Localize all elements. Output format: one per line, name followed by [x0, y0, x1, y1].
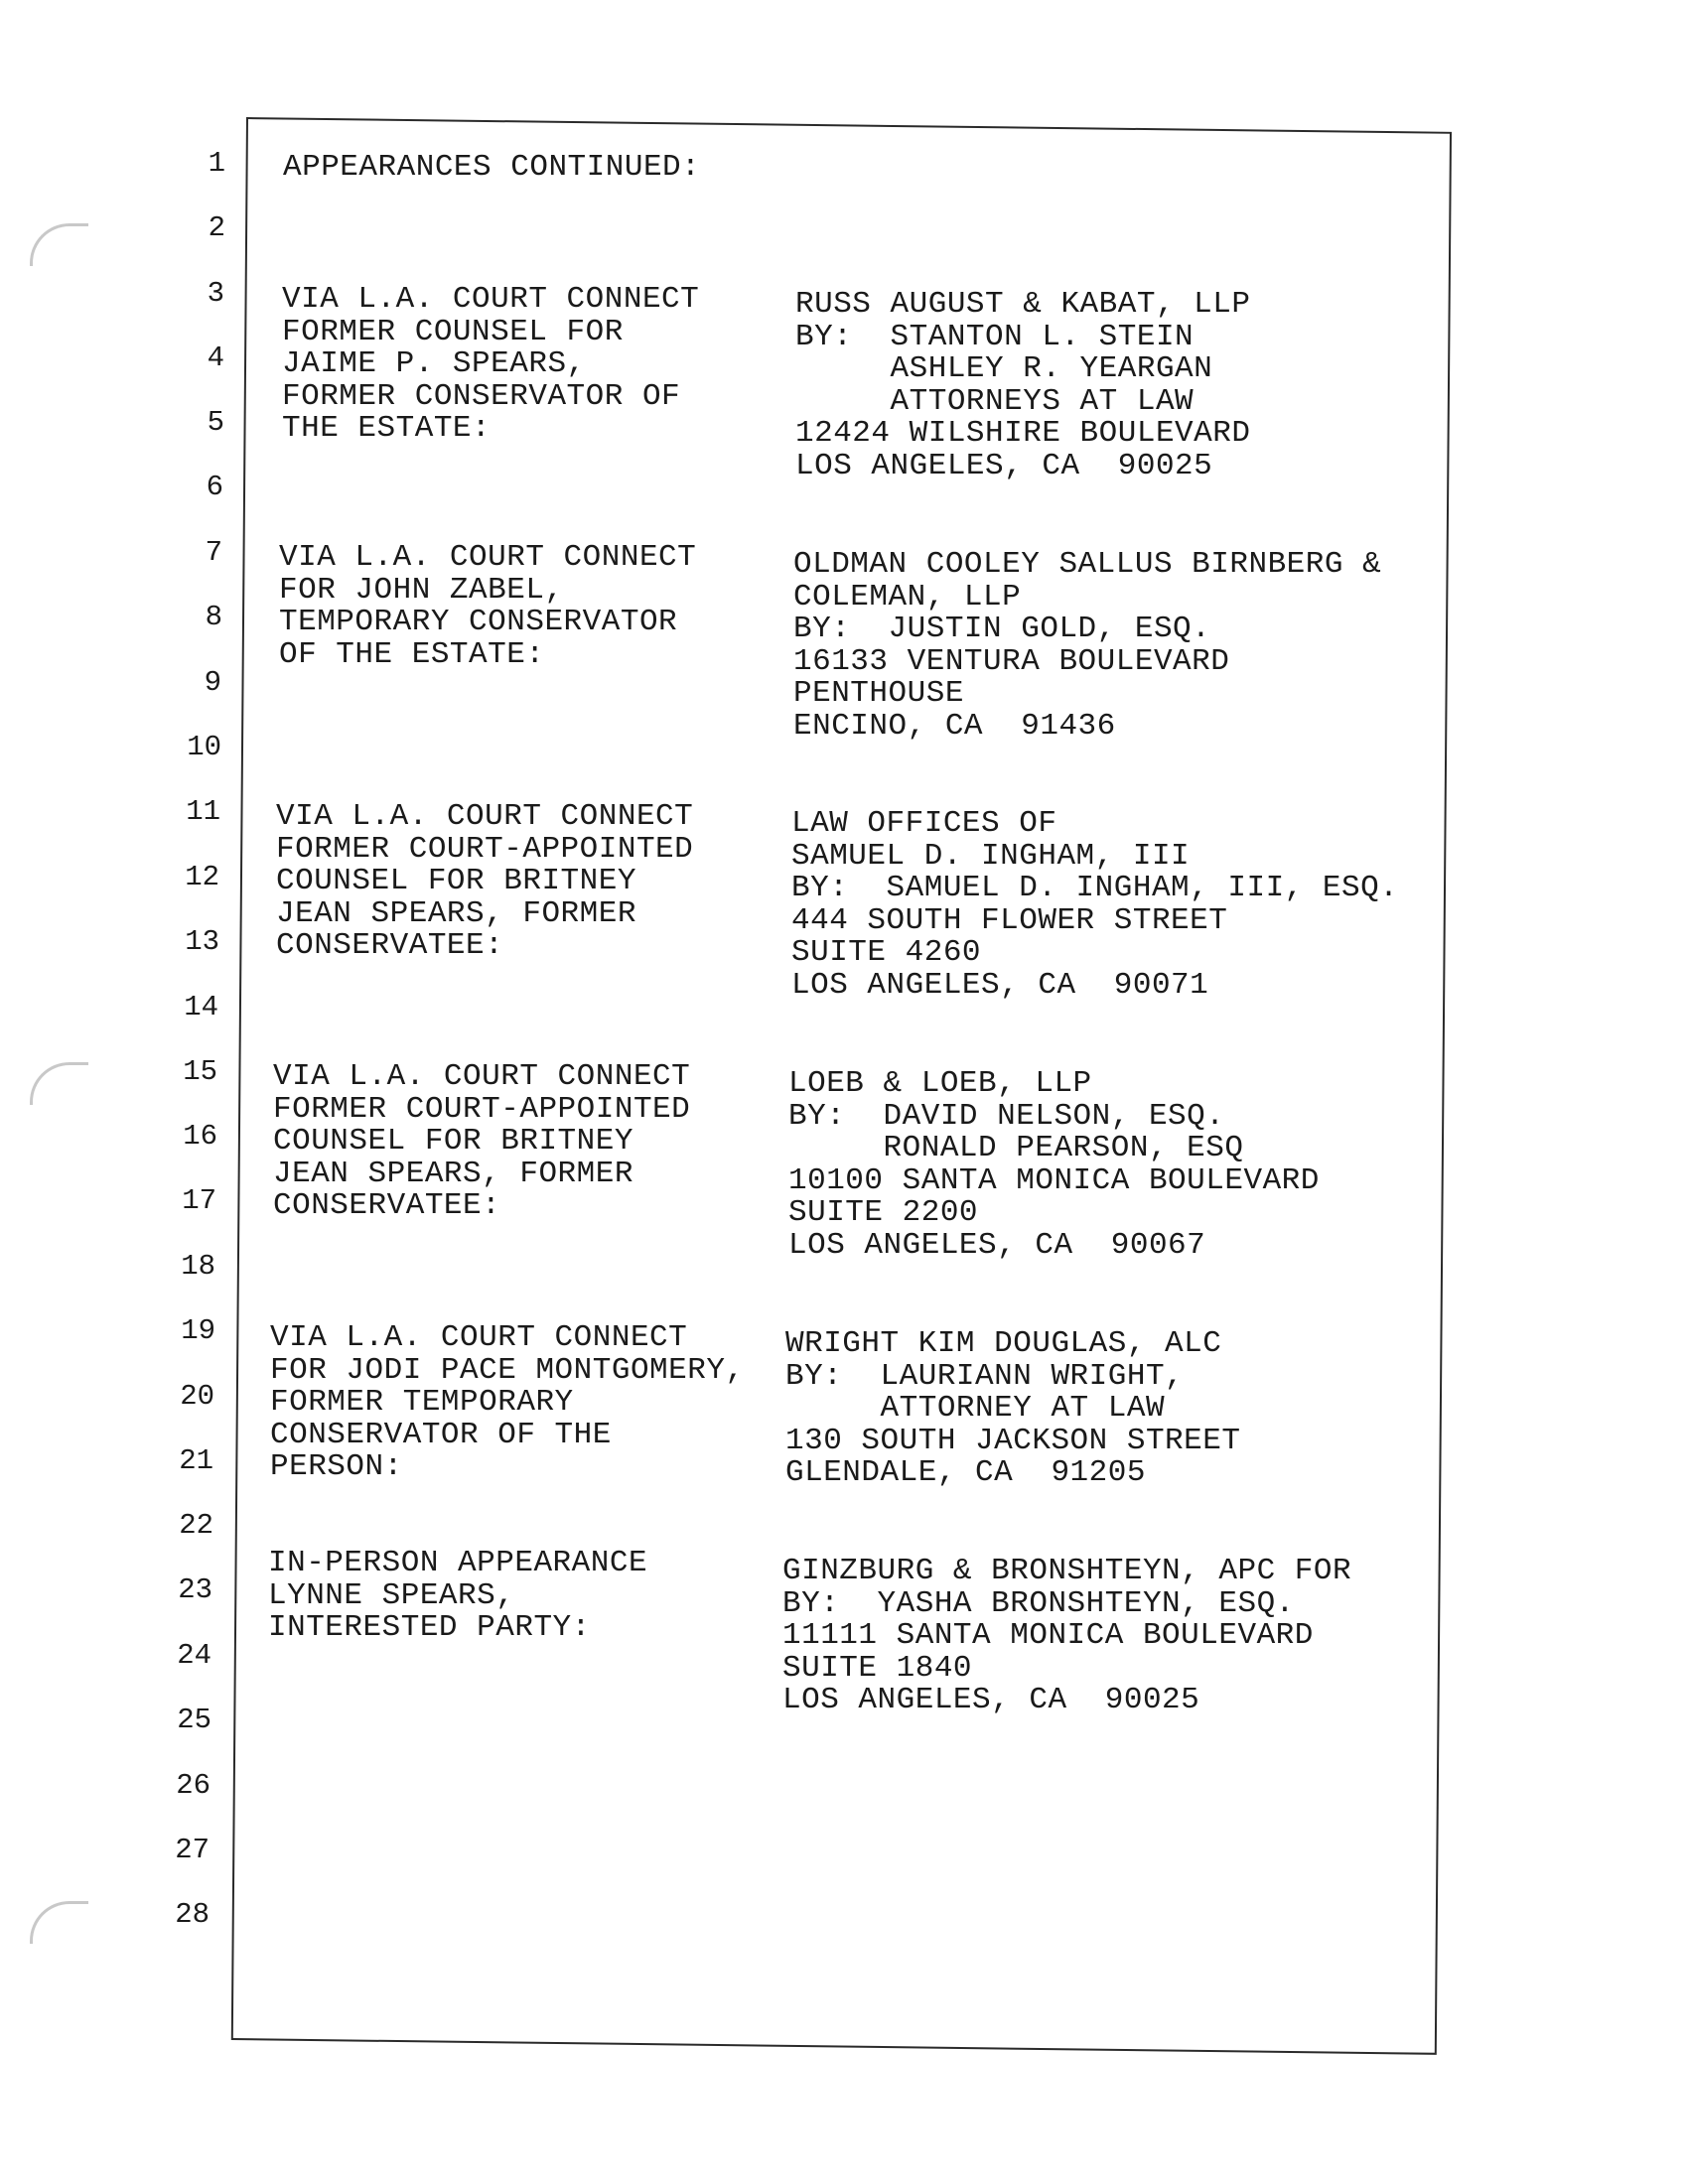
line-number: 23: [178, 1573, 212, 1606]
party-line: CONSERVATEE:: [273, 1188, 501, 1223]
counsel-line: ATTORNEYS AT LAW: [795, 383, 1195, 419]
line-number: 15: [183, 1055, 217, 1088]
line-number: 6: [206, 471, 223, 503]
counsel-line: ATTORNEY AT LAW: [785, 1391, 1166, 1426]
line-number: 3: [207, 277, 224, 310]
line-number: 1: [208, 147, 225, 180]
party-line: COUNSEL FOR BRITNEY: [273, 1124, 633, 1159]
counsel-line: COLEMAN, LLP: [793, 579, 1022, 614]
appearance-counsel: [785, 1328, 1240, 1490]
party-line: PERSON:: [270, 1449, 403, 1484]
line-number: 8: [205, 601, 222, 633]
line-number: 21: [179, 1444, 213, 1477]
line-number: 7: [205, 536, 222, 569]
party-line: VIA L.A. COURT CONNECT: [276, 799, 694, 834]
counsel-line: 16133 VENTURA BOULEVARD: [793, 643, 1230, 679]
line-number: 2: [208, 211, 225, 244]
line-number: 10: [187, 731, 221, 763]
line-number: 28: [175, 1898, 210, 1931]
party-line: VIA L.A. COURT CONNECT: [270, 1320, 688, 1355]
appearance-counsel: [793, 549, 1381, 743]
counsel-line: BY: STANTON L. STEIN: [795, 319, 1195, 354]
line-number: 11: [186, 795, 220, 828]
counsel-line: 11111 SANTA MONICA BOULEVARD: [782, 1618, 1314, 1653]
appearance-counsel: [788, 1068, 1320, 1262]
party-line: FOR JODI PACE MONTGOMERY,: [270, 1352, 745, 1388]
counsel-line: SUITE 2200: [788, 1195, 979, 1230]
line-number: 14: [184, 991, 218, 1024]
party-line: FORMER CONSERVATOR OF: [282, 378, 681, 414]
line-number: 9: [204, 666, 221, 699]
appearance-party: [282, 284, 699, 446]
party-line: FOR JOHN ZABEL,: [279, 572, 564, 608]
party-line: TEMPORARY CONSERVATOR: [279, 605, 678, 639]
line-number: 4: [207, 341, 224, 374]
line-number: 12: [185, 861, 219, 893]
appearance-party: [270, 1322, 745, 1484]
page-heading: APPEARANCES CONTINUED:: [283, 150, 701, 185]
counsel-line: BY: YASHA BRONSHTEYN, ESQ.: [782, 1585, 1295, 1621]
counsel-line: SAMUEL D. INGHAM, III: [791, 838, 1191, 874]
party-line: CONSERVATOR OF THE: [270, 1417, 612, 1452]
party-line: COUNSEL FOR BRITNEY: [276, 864, 636, 898]
party-line: IN-PERSON APPEARANCE: [268, 1546, 648, 1580]
party-line: CONSERVATEE:: [276, 928, 504, 963]
counsel-line: RONALD PEARSON, ESQ: [788, 1131, 1244, 1165]
hole-punch-mark: [30, 1062, 88, 1105]
line-number: 5: [207, 406, 224, 439]
counsel-line: LAW OFFICES OF: [791, 806, 1057, 841]
counsel-line: PENTHOUSE: [793, 676, 964, 711]
counsel-line: LOEB & LOEB, LLP: [788, 1066, 1092, 1101]
party-line: VIA L.A. COURT CONNECT: [279, 540, 697, 575]
appearance-party: [276, 801, 693, 963]
counsel-line: GLENDALE, CA 91205: [785, 1455, 1146, 1490]
counsel-line: BY: DAVID NELSON, ESQ.: [788, 1098, 1225, 1134]
counsel-line: GINZBURG & BRONSHTEYN, APC FOR: [782, 1554, 1352, 1588]
line-number: 16: [183, 1120, 217, 1153]
counsel-line: 12424 WILSHIRE BOULEVARD: [795, 416, 1251, 451]
counsel-line: OLDMAN COOLEY SALLUS BIRNBERG &: [793, 547, 1382, 582]
line-number: 22: [179, 1509, 213, 1542]
appearance-party: [268, 1548, 647, 1645]
appearance-counsel: [795, 289, 1250, 482]
counsel-line: 10100 SANTA MONICA BOULEVARD: [788, 1162, 1320, 1198]
party-line: JEAN SPEARS, FORMER: [276, 895, 636, 931]
party-line: INTERESTED PARTY:: [268, 1610, 591, 1645]
counsel-line: SUITE 1840: [782, 1650, 973, 1686]
line-number: 18: [181, 1250, 215, 1283]
appearance-party: [279, 542, 696, 671]
counsel-line: ENCINO, CA 91436: [793, 708, 1116, 744]
line-number: 20: [180, 1380, 214, 1413]
party-line: FORMER COURT-APPOINTED: [273, 1091, 691, 1127]
counsel-line: WRIGHT KIM DOUGLAS, ALC: [785, 1326, 1222, 1361]
line-number: 25: [177, 1704, 211, 1736]
counsel-line: RUSS AUGUST & KABAT, LLP: [795, 287, 1251, 322]
party-line: JEAN SPEARS, FORMER: [273, 1156, 633, 1191]
counsel-line: ASHLEY R. YEARGAN: [795, 351, 1213, 386]
counsel-line: LOS ANGELES, CA 90025: [782, 1683, 1200, 1717]
appearance-party: [273, 1061, 690, 1223]
party-line: FORMER COUNSEL FOR: [282, 314, 624, 349]
counsel-line: LOS ANGELES, CA 90025: [795, 448, 1213, 483]
line-number: 13: [185, 925, 219, 958]
hole-punch-mark: [30, 1901, 88, 1944]
line-number: 17: [182, 1184, 216, 1217]
counsel-line: BY: JUSTIN GOLD, ESQ.: [793, 612, 1211, 646]
line-number: 19: [181, 1314, 215, 1347]
party-line: FORMER COURT-APPOINTED: [276, 831, 694, 867]
hole-punch-mark: [30, 223, 88, 266]
line-number: 24: [177, 1639, 211, 1672]
party-line: FORMER TEMPORARY: [270, 1385, 574, 1420]
party-line: VIA L.A. COURT CONNECT: [282, 282, 700, 317]
party-line: THE ESTATE:: [282, 411, 492, 446]
counsel-line: LOS ANGELES, CA 90071: [791, 967, 1209, 1003]
line-number: 27: [175, 1834, 210, 1866]
party-line: OF THE ESTATE:: [279, 636, 545, 672]
party-line: LYNNE SPEARS,: [268, 1577, 515, 1613]
party-line: VIA L.A. COURT CONNECT: [273, 1059, 691, 1094]
counsel-line: BY: LAURIANN WRIGHT,: [785, 1358, 1185, 1394]
party-line: JAIME P. SPEARS,: [282, 346, 586, 381]
appearance-counsel: [791, 808, 1398, 1002]
counsel-line: 130 SOUTH JACKSON STREET: [785, 1423, 1241, 1458]
appearance-counsel: [782, 1556, 1351, 1717]
counsel-line: BY: SAMUEL D. INGHAM, III, ESQ.: [791, 871, 1399, 905]
counsel-line: LOS ANGELES, CA 90067: [788, 1227, 1206, 1263]
counsel-line: 444 SOUTH FLOWER STREET: [791, 902, 1228, 938]
counsel-line: SUITE 4260: [791, 935, 982, 970]
line-number: 26: [176, 1769, 211, 1802]
